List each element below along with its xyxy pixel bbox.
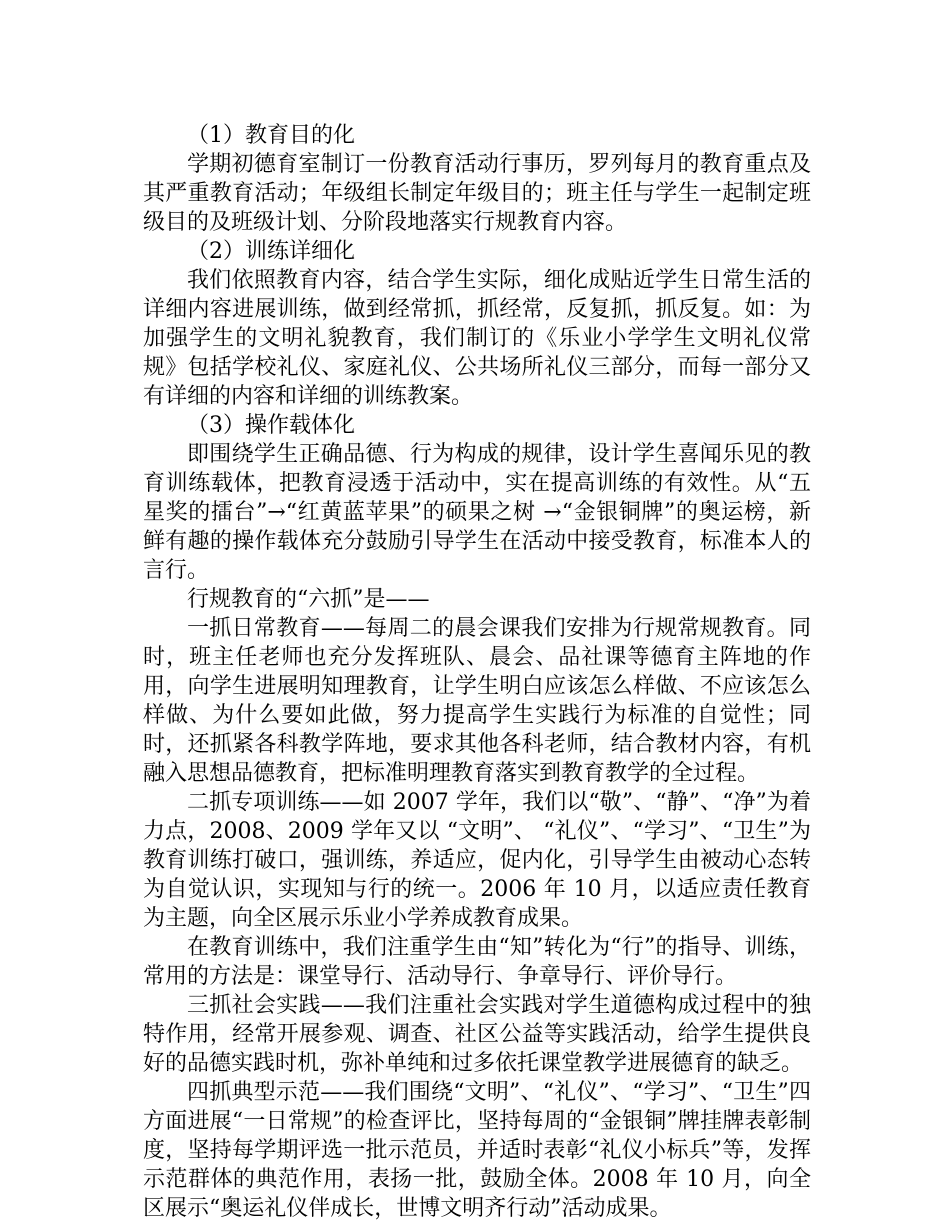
paragraph-carrier: 即围绕学生正确品德、行为构成的规律，设计学生喜闻乐见的教育训练载体，把教育浸透于活动中，实在提高训练的有效性。从“五星奖的擂台”→“红黄蓝苹果”的硕果之树 →“金银铜牌”的奥运榜，新鲜有趣的操作载体充分鼓励引导学生在活动中接受教育，标准本人的言行。 <box>143 442 811 583</box>
section-heading-goal: （1）教育目的化 <box>187 123 355 148</box>
paragraph-training-methods: 在教育训练中，我们注重学生由“知”转化为“行”的指导、训练，常用的方法是：课堂导行、活动导行、争章导行、评价导行。 <box>143 935 811 989</box>
paragraph-six-grasps-intro: 行规教育的“六抓”是—— <box>187 587 430 612</box>
paragraph-daily-education: 一抓日常教育——每周二的晨会课我们安排为行规常规教育。同时，班主任老师也充分发挥班队、晨会、品社课等德育主阵地的作用，向学生进展明知理教育，让学生明白应该怎么样做、不应该怎么样做、为什么要如此做，努力提高学生实践行为标准的自觉性；同时，还抓紧各科教学阵地，要求其他各科老师，结合教材内容，有机融入思想品德教育，把标准明理教育落实到教育教学的全过程。 <box>143 616 811 786</box>
paragraph-typical-example: 四抓典型示范——我们围绕“文明”、“礼仪”、“学习”、“卫生”四方面进展“一日常规”的检查评比，坚持每周的“金银铜”牌挂牌表彰制度，坚持每学期评选一批示范员，并适时表彰“礼仪小标兵”等，发挥示范群体的典范作用，表扬一批，鼓励全体。2008 年 10 月，向全区展示“奥运礼仪伴成长，世博文明齐行动”活动成果。 <box>143 1080 811 1221</box>
paragraph-special-training: 二抓专项训练——如 2007 学年，我们以“敬”、“静”、“净”为着力点，2008、2009 学年又以 “文明”、 “礼仪”、“学习”、“卫生”为教育训练打破口，强训练，养适应，促内化，引导学生由被动心态转为自觉认识，实现知与行的统一。2006 年 10 月，以适应责任教育为主题，向全区展示乐业小学养成教育成果。 <box>143 790 811 931</box>
paragraph-training: 我们依照教育内容，结合学生实际，细化成贴近学生日常生活的详细内容进展训练，做到经常抓，抓经常，反复抓，抓反复。如：为加强学生的文明礼貌教育，我们制订的《乐业小学学生文明礼仪常规》包括学校礼仪、家庭礼仪、公共场所礼仪三部分，而每一部分又有详细的内容和详细的训练教案。 <box>143 268 811 409</box>
section-heading-carrier: （3）操作载体化 <box>187 413 355 438</box>
document-body <box>143 121 811 1223</box>
paragraph-social-practice: 三抓社会实践——我们注重社会实践对学生道德构成过程中的独特作用，经常开展参观、调查、社区公益等实践活动，给学生提供良好的品德实践时机，弥补单纯和过多依托课堂教学进展德育的缺乏。 <box>143 993 811 1076</box>
section-heading-training: （2）训练详细化 <box>187 239 355 264</box>
paragraph-goal: 学期初德育室制订一份教育活动行事历，罗列每月的教育重点及其严重教育活动；年级组长制定年级目的；班主任与学生一起制定班级目的及班级计划、分阶段地落实行规教育内容。 <box>143 152 811 235</box>
